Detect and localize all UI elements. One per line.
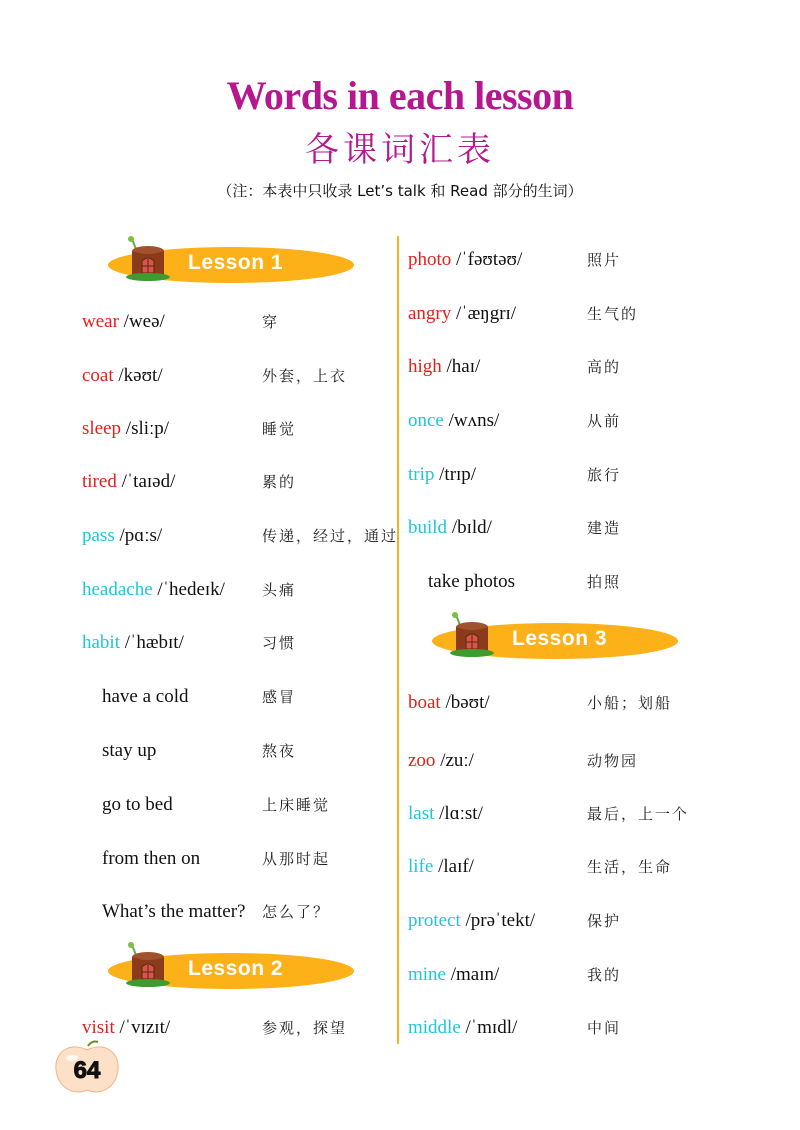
vocab-meaning: 我的 [587, 966, 622, 984]
vocab-word: have a cold [102, 686, 189, 707]
vocab-meaning: 最后，上一个 [587, 805, 690, 823]
vocab-word: photo [408, 249, 452, 270]
lesson-3-label: Lesson 3 [512, 627, 608, 650]
vocab-row [102, 737, 402, 765]
vocab-phonetic: /pɑːs/ [114, 525, 163, 546]
tree-stump-house-icon [118, 941, 170, 991]
vocab-word: pass [82, 525, 115, 546]
vocab-meaning: 睡觉 [262, 420, 297, 438]
vocab-meaning: 累的 [262, 473, 297, 491]
vocab-meaning: 熬夜 [262, 742, 297, 760]
vocab-row [408, 689, 727, 717]
vocab-word: trip [408, 464, 435, 485]
vocab-meaning: 传递，经过，通过 [262, 527, 399, 545]
vocab-meaning: 照片 [587, 251, 622, 269]
vocab-word: habit [82, 632, 120, 653]
vocab-row [82, 415, 402, 443]
vocab-phonetic: /ˈhedeɪk/ [152, 579, 225, 600]
vocab-phonetic: /haɪ/ [441, 356, 481, 377]
vocab-phonetic: /ˈæŋgrɪ/ [451, 303, 517, 324]
lesson-1-banner [108, 247, 354, 283]
vocab-meaning: 高的 [587, 358, 622, 376]
lesson-2-label: Lesson 2 [188, 957, 284, 980]
vocab-meaning: 从前 [587, 412, 622, 430]
vocab-row [408, 407, 727, 435]
vocab-row [408, 1014, 727, 1042]
vocab-word: angry [408, 303, 452, 324]
vocab-phonetic: /ˈvɪzɪt/ [114, 1017, 171, 1038]
page-title-english: Words in each lesson [226, 73, 574, 118]
vocab-meaning: 动物园 [587, 752, 639, 770]
vocab-phonetic: /sliːp/ [121, 418, 170, 439]
vocab-word: take photos [428, 571, 516, 592]
vocab-word: from then on [102, 848, 201, 869]
vocab-phonetic: /weə/ [118, 311, 165, 332]
vocab-word: boat [408, 692, 441, 713]
vocab-row [102, 845, 402, 873]
vocab-word: mine [408, 964, 446, 985]
vocab-word: coat [82, 365, 114, 386]
vocab-row [408, 514, 727, 542]
vocab-row [408, 300, 727, 328]
vocab-meaning: 外套，上衣 [262, 367, 348, 385]
vocab-phonetic: /trɪp/ [434, 464, 477, 485]
vocab-word: tired [82, 471, 117, 492]
vocab-phonetic: /ˈfəʊtəʊ/ [451, 249, 523, 270]
vocab-phonetic: /ˈtaɪəd/ [116, 471, 176, 492]
vocab-meaning: 建造 [587, 519, 622, 537]
vocab-row [428, 568, 727, 596]
vocab-meaning: 感冒 [262, 688, 297, 706]
vocab-row [408, 961, 727, 989]
vocab-phonetic: /ˈhæbɪt/ [120, 632, 184, 653]
vocab-word: life [408, 856, 434, 877]
vocab-word: last [408, 803, 435, 824]
vocab-phonetic: /ˈmɪdl/ [460, 1017, 518, 1038]
vocab-word: wear [82, 311, 119, 332]
page-number: 64 [73, 1057, 101, 1084]
vocab-meaning: 小船；划船 [587, 694, 673, 712]
vocab-word: What’s the matter? [102, 901, 246, 922]
vocab-row [408, 246, 727, 274]
vocab-row [102, 898, 402, 926]
vocab-row [82, 468, 402, 496]
page-number-apple-icon [52, 1040, 122, 1096]
vocab-phonetic: /prəˈtekt/ [460, 910, 536, 931]
page-note: （注：本表中只收录 Let’s talk 和 Read 部分的生词） [217, 182, 583, 200]
vocab-phonetic: /bɪld/ [447, 517, 492, 538]
vocab-row [408, 747, 727, 775]
vocab-word: stay up [102, 740, 157, 761]
vocab-row [408, 461, 727, 489]
vocab-row [82, 629, 402, 657]
vocab-word: middle [408, 1017, 461, 1038]
vocab-row [408, 907, 727, 935]
vocab-phonetic: /laɪf/ [433, 856, 474, 877]
vocab-meaning: 头痛 [262, 581, 297, 599]
vocab-row [82, 576, 402, 604]
vocab-phonetic: /zuː/ [435, 750, 474, 771]
vocab-row [102, 683, 402, 711]
vocab-meaning: 上床睡觉 [262, 796, 331, 814]
vocab-word: headache [82, 579, 153, 600]
lesson-3-banner [432, 623, 678, 659]
vocab-row [82, 1014, 402, 1042]
vocab-row [408, 353, 727, 381]
vocab-meaning: 怎么了？ [262, 903, 331, 921]
vocab-meaning: 旅行 [587, 466, 622, 484]
lesson-1-label: Lesson 1 [188, 251, 284, 274]
tree-stump-house-icon [442, 611, 494, 661]
vocab-row [102, 791, 402, 819]
vocab-meaning: 保护 [587, 912, 622, 930]
vocab-word: once [408, 410, 444, 431]
page-title-chinese: 各课词汇表 [305, 130, 495, 170]
vocab-word: go to bed [102, 794, 173, 815]
vocab-word: build [408, 517, 448, 538]
vocab-row [82, 522, 402, 550]
vocab-meaning: 中间 [587, 1019, 622, 1037]
vocab-word: zoo [408, 750, 436, 771]
vocab-word: sleep [82, 418, 122, 439]
vocab-meaning: 生气的 [587, 305, 639, 323]
vocab-phonetic: /lɑːst/ [434, 803, 483, 824]
vocab-row [408, 853, 727, 881]
vocab-row [82, 308, 402, 336]
vocab-phonetic: /wʌns/ [443, 410, 500, 431]
vocab-row [82, 362, 402, 390]
vocab-phonetic: /bəʊt/ [440, 692, 490, 713]
vocab-phonetic: /maɪn/ [446, 964, 500, 985]
vocab-word: high [408, 356, 442, 377]
vocab-row [408, 800, 727, 828]
vocab-word: protect [408, 910, 461, 931]
vocab-meaning: 穿 [262, 313, 280, 331]
tree-stump-house-icon [118, 235, 170, 285]
vocab-meaning: 参观，探望 [262, 1019, 348, 1037]
vocab-word: visit [82, 1017, 115, 1038]
vocab-meaning: 从那时起 [262, 850, 331, 868]
vocab-meaning: 生活，生命 [587, 858, 673, 876]
vocab-meaning: 习惯 [262, 634, 297, 652]
vocab-phonetic: /kəʊt/ [113, 365, 163, 386]
vocab-meaning: 拍照 [587, 573, 622, 591]
lesson-2-banner [108, 953, 354, 989]
